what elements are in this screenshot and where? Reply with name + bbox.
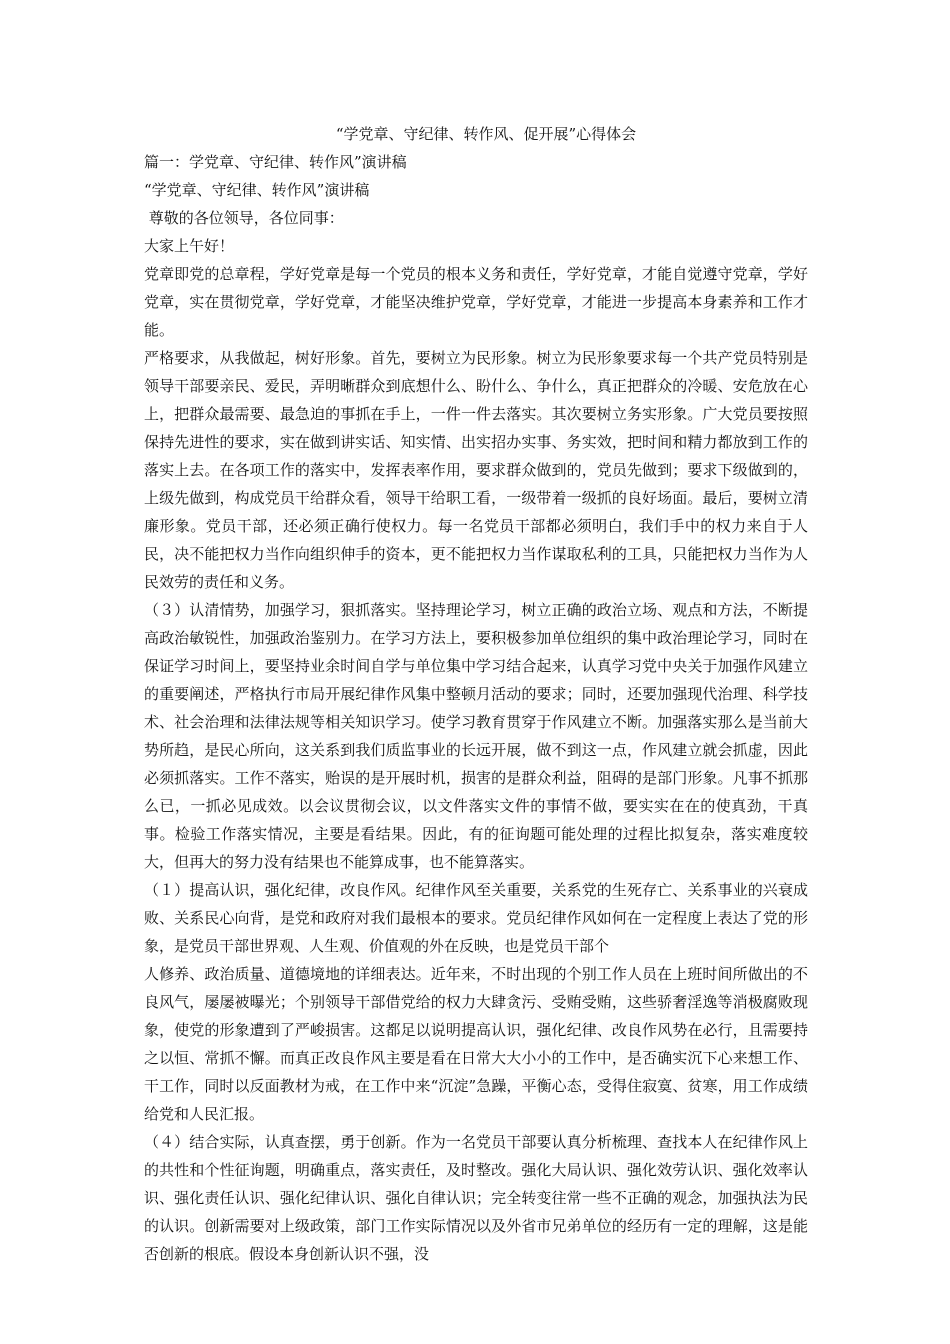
document-page <box>144 120 808 1268</box>
document-title: “学党章、守纪律、转作风、促开展”心得体会 <box>335 125 637 143</box>
document-subtitle: 篇一：学党章、守纪律、转作风”演讲稿 <box>144 153 407 171</box>
body-paragraph: 党章即党的总章程，学好党章是每一个党员的根本义务和责任，学好党章，才能自觉遵守党章，学好党章，实在贯彻党章，学好党章，才能坚决维护党章，学好党章，才能进一步提高本身素养和工作才能。 <box>144 265 808 339</box>
body-paragraph: 人修养、政治质量、道德境地的详细表达。近年来，不时出现的个别工作人员在上班时间所做出的不良风气，屡屡被曝光；个别领导干部借党给的权力大肆贪污、受贿受贿，这些骄奢淫逸等消极腐败现象，使党的形象遭到了严峻损害。这都足以说明提高认识，强化纪律、改良作风势在必行，且需要持之以恒、常抓不懈。而真正改良作风主要是看在日常大大小小的工作中，是否确实沉下心来想工作、干工作，同时以反面教材为戒，在工作中来“沉淀”急躁，平衡心态，受得住寂寞、贫寒，用工作成绩给党和人民汇报。 <box>144 965 808 1123</box>
body-paragraph: （３）认清情势，加强学习，狠抓落实。坚持理论学习，树立正确的政治立场、观点和方法，不断提高政治敏锐性，加强政治鉴别力。在学习方法上，要积极参加单位组织的集中政治理论学习，同时在保证学习时间上，要坚持业余时间自学与单位集中学习结合起来，认真学习党中央关于加强作风建立的重要阐述，严格执行市局开展纪律作风集中整顿月活动的要求；同时，还要加强现代治理、科学技术、社会治理和法律法规等相关知识学习。使学习教育贯穿于作风建立不断。加强落实那么是当前大势所趋，是民心所向，这关系到我们质监事业的长远开展，做不到这一点，作风建立就会抓虚，因此必须抓落实。工作不落实，贻误的是开展时机，损害的是群众利益，阻碍的是部门形象。凡事不抓那么已，一抓必见成效。以会议贯彻会议，以文件落实文件的事情不做，要实实在在的使真劲，干真事。检验工作落实情况，主要是看结果。因此，有的征询题可能处理的过程比拟复杂，落实难度较大，但再大的努力没有结果也不能算成事，也不能算落实。 <box>144 601 808 871</box>
body-paragraph: 严格要求，从我做起，树好形象。首先，要树立为民形象。树立为民形象要求每一个共产党员特别是领导干部要亲民、爱民，弄明晰群众到底想什么、盼什么、争什么，真正把群众的冷暖、安危放在心上，把群众最需要、最急迫的事抓在手上，一件一件去落实。其次要树立务实形象。广大党员要按照保持先进性的要求，实在做到讲实话、知实情、出实招办实事、务实效，把时间和精力都放到工作的落实上去。在各项工作的落实中，发挥表率作用，要求群众做到的，党员先做到；要求下级做到的，上级先做到，构成党员干给群众看，领导干给职工看，一级带着一级抓的良好场面。最后，要树立清廉形象。党员干部，还必须正确行使权力。每一名党员干部都必须明白，我们手中的权力来自于人民，决不能把权力当作向组织伸手的资本，更不能把权力当作谋取私利的工具，只能把权力当作为人民效劳的责任和义务。 <box>144 349 808 591</box>
speech-title: “学党章、守纪律、转作风”演讲稿 <box>144 181 370 199</box>
greeting-line: 大家上午好！ <box>144 237 235 255</box>
body-paragraph: （４）结合实际，认真查摆，勇于创新。作为一名党员干部要认真分析梳理、查找本人在纪律作风上的共性和个性征询题，明确重点，落实责任，及时整改。强化大局认识、强化效劳认识、强化效率认识、强化责任认识、强化纪律认识、强化自律认识；完全转变往常一些不正确的观念，加强执法为民的认识。创新需要对上级政策，部门工作实际情况以及外省市兄弟单位的经历有一定的理解，这是能否创新的根底。假设本身创新认识不强，没 <box>144 1133 808 1263</box>
body-paragraph: （１）提高认识，强化纪律，改良作风。纪律作风至关重要，关系党的生死存亡、关系事业的兴衰成败、关系民心向背，是党和政府对我们最根本的要求。党员纪律作风如何在一定程度上表达了党的形象，是党员干部世界观、人生观、价值观的外在反映，也是党员干部个 <box>144 881 808 955</box>
greeting-line: 尊敬的各位领导，各位同事： <box>144 209 344 227</box>
